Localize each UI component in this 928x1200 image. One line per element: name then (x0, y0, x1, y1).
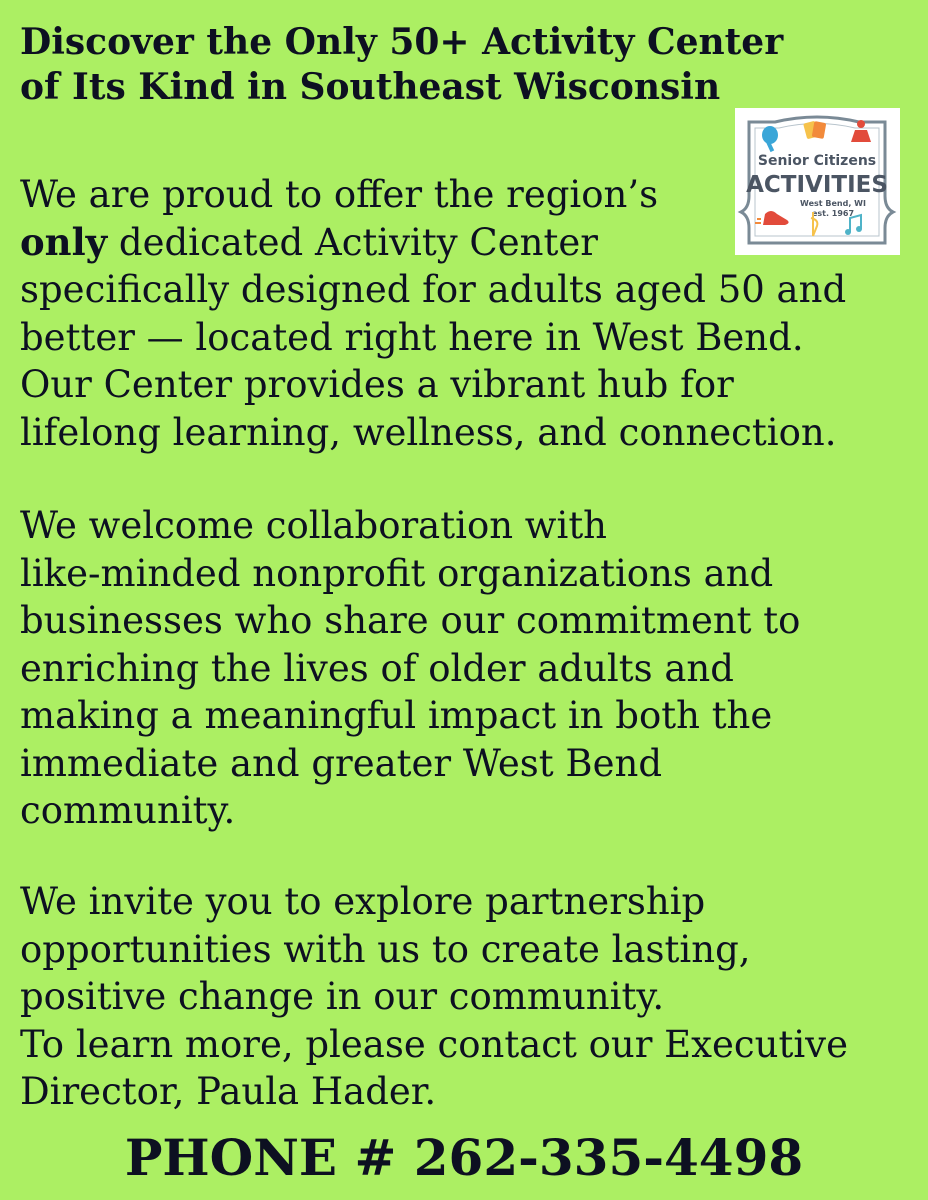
intro-line-3: specifically designed for adults aged 50 and (20, 268, 847, 311)
collaboration-line: enriching the lives of older adults and (20, 646, 734, 690)
intro-line-1: We are proud to offer the region’s (20, 173, 659, 216)
intro-line-4: better — located right here in West Bend. (20, 315, 804, 359)
invitation-line: opportunities with us to create lasting, (20, 927, 751, 971)
collaboration-line: businesses who share our commitment to (20, 599, 801, 642)
invitation-line: positive change in our community. (20, 975, 665, 1018)
collaboration-line: like-minded nonprofit organizations and (20, 551, 774, 595)
playing-cards-icon (803, 121, 826, 140)
collaboration-line: community. (20, 789, 236, 832)
headline-line-1: Discover the Only 50+ Activity Center (20, 21, 784, 63)
logo-location: West Bend, WI (800, 199, 866, 208)
headline (20, 20, 820, 110)
intro-line-5: Our Center provides a vibrant hub for (20, 363, 734, 406)
only-emphasis: only (20, 219, 108, 264)
headline-line-2: of Its Kind in Southeast Wisconsin (20, 66, 721, 108)
phone-number: PHONE # 262-335-4498 (124, 1128, 804, 1187)
collaboration-line: making a meaningful impact in both the (20, 694, 773, 737)
intro-line-2-rest: dedicated Activity Center (107, 220, 598, 264)
logo-established: est. 1967 (811, 209, 855, 218)
intro-paragraph (20, 171, 915, 456)
intro-line-6: lifelong learning, wellness, and connection. (20, 410, 837, 454)
collaboration-paragraph (20, 502, 915, 835)
invitation-line: We invite you to explore partnership (20, 880, 706, 923)
invitation-line: To learn more, please contact our Executive (20, 1022, 848, 1066)
invitation-line: Director, Paula Hader. (20, 1070, 437, 1113)
collaboration-line: We welcome collaboration with (20, 504, 608, 547)
collaboration-line: immediate and greater West Bend (20, 741, 663, 785)
logo-word: ACTIVITIES (746, 172, 888, 198)
logo-name: Senior Citizens (757, 153, 877, 169)
invitation-paragraph (20, 878, 915, 1116)
intro-line-2 (20, 219, 915, 267)
